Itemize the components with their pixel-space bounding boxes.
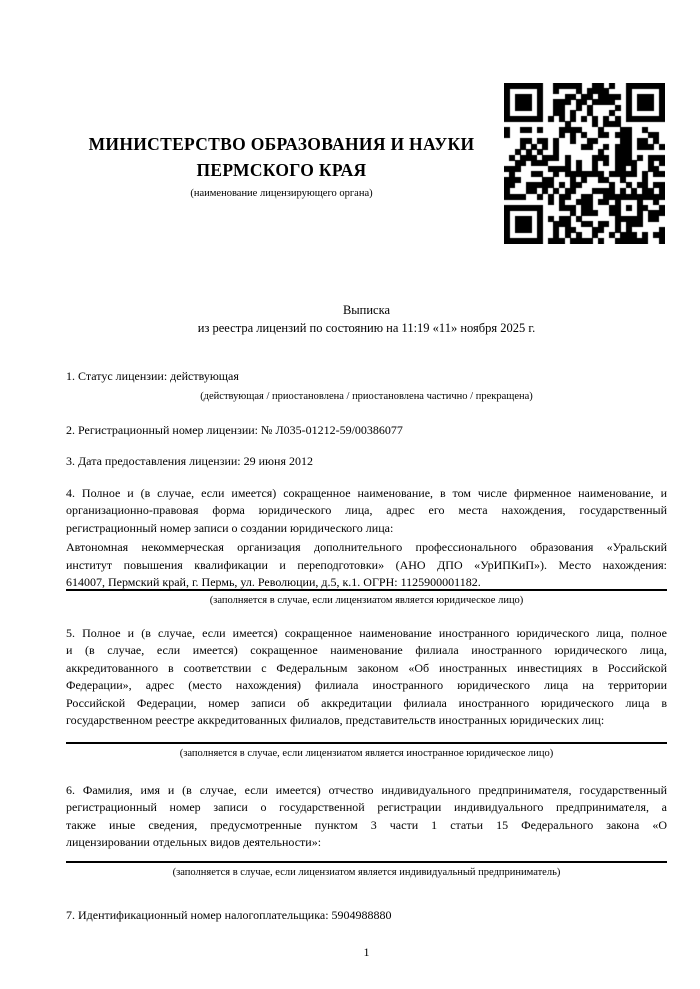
item-6-fill-caption: (заполняется в случае, если лицензиатом является индивидуальный предприниматель)	[172, 866, 561, 878]
paragraph-line: также иные сведения, предусмотренные пунктом 3 части 1 статьи 15 Федерального закона «О	[66, 817, 667, 832]
item-5-foreign-entity-clause	[66, 625, 667, 730]
ministry-name-line1: МИНИСТЕРСТВО ОБРАЗОВАНИЯ И НАУКИ	[88, 134, 475, 154]
item-1-status-options-caption: (действующая / приостановлена / приостановлена частично / прекращена)	[200, 390, 533, 402]
ministry-header	[66, 131, 497, 200]
licensing-authority-caption: (наименование лицензирующего органа)	[190, 188, 373, 199]
paragraph-line: 6. Фамилия, имя и (в случае, если имеется) отчество индивидуального предпринимателя, государственный	[66, 782, 667, 797]
paragraph-line: аккредитованного в соответствии с Федеральным законом «Об иностранных инвестициях в Российской	[66, 660, 667, 675]
item-2-registration-number: 2. Регистрационный номер лицензии: № Л035-01212-59/00386077	[66, 422, 403, 437]
paragraph-line: 4. Полное и (в случае, если имеется) сокращенное наименование, в том числе фирменное наименование, и	[66, 485, 667, 500]
paragraph-line: регистрационный номер записи о государственной регистрации индивидуального предпринимателя, а	[66, 800, 667, 814]
item-4-organization-details	[66, 539, 667, 592]
paragraph-line: регистрационный номер записи о создании юридического лица:	[66, 520, 394, 535]
item-4-fill-caption: (заполняется в случае, если лицензиатом является юридическое лицо)	[209, 594, 524, 606]
paragraph-line: Российской Федерации, номер записи об аккредитации филиала иностранного юридического лица в	[66, 695, 667, 710]
item-7-taxpayer-id: 7. Идентификационный номер налогоплательщика: 5904988880	[66, 907, 392, 922]
document-title	[66, 301, 667, 337]
paragraph-line: организационно-правовая форма юридического лица, адрес его места нахождения, государственный	[66, 503, 667, 517]
ministry-name-line2: ПЕРМСКОГО КРАЯ	[196, 160, 367, 180]
paragraph-line: лицензировании отдельных видов деятельности»:	[66, 835, 322, 849]
fill-in-line-foreign-entity	[66, 742, 667, 744]
item-4-legal-entity-clause	[66, 485, 667, 538]
paragraph-line: Автономная некоммерческая организация дополнительного профессионального образования «Уральский	[66, 540, 667, 554]
page-number: 1	[363, 945, 370, 959]
document-title-line2: из реестра лицензий по состоянию на 11:19 «11» ноября 2025 г.	[197, 321, 536, 335]
paragraph-line: и (в случае, если имеется) сокращенное наименование филиала иностранного юридического лица,	[66, 643, 667, 657]
qr-code-image	[504, 83, 665, 244]
item-1-license-status: 1. Статус лицензии: действующая	[66, 369, 239, 383]
paragraph-line: 614007, Пермский край, г. Пермь, ул. Революции, д.5, к.1. ОГРН: 1125900001182.	[66, 575, 481, 589]
item-6-individual-entrepreneur-clause	[66, 782, 667, 852]
document-title-line1: Выписка	[342, 303, 391, 317]
paragraph-line: 5. Полное и (в случае, если имеется) сокращенное наименование иностранного юридического лица, полное	[66, 625, 667, 640]
item-5-fill-caption: (заполняется в случае, если лицензиатом является иностранное юридическое лицо)	[179, 747, 554, 759]
document-body	[66, 366, 667, 924]
paragraph-line: Федерации», адрес (место нахождения) филиала иностранного юридического лица на территории	[66, 678, 667, 692]
fill-in-line-entrepreneur	[66, 861, 667, 863]
paragraph-line: институт повышения квалификации и переподготовки» (АНО ДПО «УрИПКиП»). Место нахождения:	[66, 557, 667, 572]
item-3-license-grant-date: 3. Дата предоставления лицензии: 29 июня 2012	[66, 454, 313, 468]
qr-code	[504, 83, 665, 244]
paragraph-line: государственном реестре аккредитованных филиалов, представительств иностранных юридических лиц:	[66, 713, 605, 727]
